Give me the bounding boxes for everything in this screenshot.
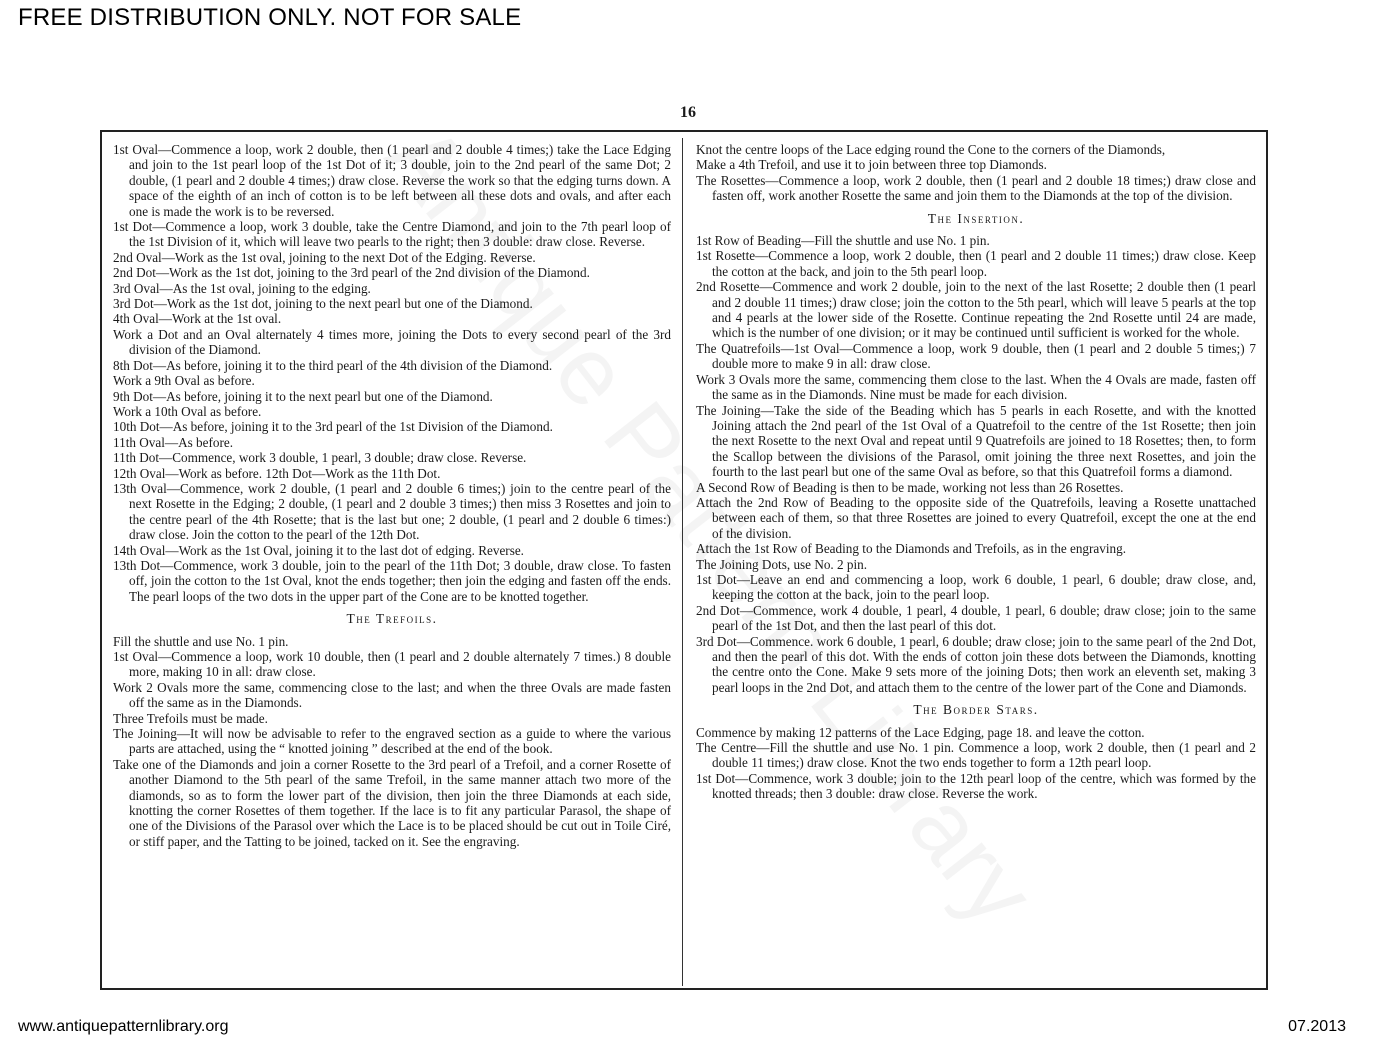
paragraph: The Joining Dots, use No. 2 pin. [696,556,868,572]
paragraph: Attach the 1st Row of Beading to the Diamonds and Trefoils, as in the engraving. [696,541,1126,557]
paragraph: 1st Dot—Leave an end and commencing a loop, work 6 double, 1 pearl, 6 double; draw close, and, keeping the cotton at the back, join to the pearl loop. [696,571,1256,603]
paragraph: 1st Oval—Commence a loop, work 2 double, then (1 pearl and 2 double 4 times;) take the Lace Edging and join to the 1st pearl loop of the 1st Dot of it; 3 double, join to the 2nd pearl of the same Dot; 2 double, (1 pearl and 2 double 4 times;) draw close. Reverse the work so that the edging turns down. A space of the eighth of an inch of cotton is to be left between all these dots and ovals, and after each one is made the work is to be reversed. [113,142,671,219]
paragraph: Take one of the Diamonds and join a corner Rosette to the 3rd pearl of a Trefoil, and a corner Rosette of another Diamond to the 5th pearl of the same Trefoil, in the same manner attach two more of the diamonds, so as to form the lower part of the division, then join the three Diamonds at each side, knotting the corner Rosettes of them together. If the lace is to fit any particular Parasol, the shape of one of the Divisions of the Parasol over which the Lace is to be placed should be cut out in Toile Ciré, or stiff paper, and the Tatting to be joined, tacked on it. See the engraving. [113,756,671,849]
paragraph: A Second Row of Beading is then to be made, working not less than 26 Rosettes. [696,479,1124,495]
paragraph: 1st Row of Beading—Fill the shuttle and use No. 1 pin. [696,233,990,249]
paragraph: 4th Oval—Work at the 1st oval. [113,311,282,327]
paragraph: Work a 9th Oval as before. [113,373,255,389]
paragraph: 3rd Dot—Work as the 1st dot, joining to the next pearl but one of the Diamond. [113,296,533,312]
paragraph: Attach the 2nd Row of Beading to the opposite side of the Quatrefoils, leaving a Rosette unattached between each of them, so that three Rosettes are joined to every Quatrefoil, except the one at the end of the division. [696,494,1256,541]
paragraph: 3rd Oval—As the 1st oval, joining to the edging. [113,280,371,296]
paragraph: Three Trefoils must be made. [113,710,268,726]
paragraph: 11th Dot—Commence, work 3 double, 1 pearl, 3 double; draw close. Reverse. [113,450,527,466]
paragraph: Knot the centre loops of the Lace edging round the Cone to the corners of the Diamonds, [696,142,1166,157]
paragraph: The Rosettes—Commence a loop, work 2 double, then (1 pearl and 2 double 18 times;) draw close and fasten off, work another Rosette the same and join them to the Diamonds at the top of the division. [696,172,1256,204]
paragraph: The Joining—It will now be advisable to refer to the engraved section as a guide to where the various parts are attached, using the “ knotted joining ” described at the end of the book. [113,726,671,757]
paragraph: Fill the shuttle and use No. 1 pin. [113,633,289,649]
paragraph: 8th Dot—As before, joining it to the third pearl of the 4th division of the Diamond. [113,357,553,373]
right-column [696,142,1256,802]
page-number: 16 [680,104,696,121]
footer-url-link[interactable]: www.antiquepatternlibrary.org [18,1018,229,1035]
paragraph: The Centre—Fill the shuttle and use No. 1 pin. Commence a loop, work 2 double, then (1 pearl and 2 double 11 times;) draw close. Knot the two ends together to form a 12th pearl loop. [696,740,1256,771]
left-column [113,142,671,849]
paragraph: 2nd Oval—Work as the 1st oval, joining to the next Dot of the Edging. Reverse. [113,249,536,265]
paragraph: Work a Dot and an Oval alternately 4 times more, joining the Dots to every second pearl of the 3rd division of the Diamond. [113,326,671,358]
paragraph: Commence by making 12 patterns of the Lace Edging, page 18. and leave the cotton. [696,724,1145,740]
paragraph: 2nd Rosette—Commence and work 2 double, join to the next of the last Rosette; 2 double then (1 pearl and 2 double 11 times;) draw close; join the cotton to the 5th pearl, which will leave 5 pearls at the top and 4 pearls at the lower side of the Rosette. Continue repeating the 2nd Rosette until 24 are made, which is the number of one division; or it may be continued until sufficient is worked for the whole. [696,279,1256,341]
distribution-notice: FREE DISTRIBUTION ONLY. NOT FOR SALE [18,4,522,31]
paragraph: 2nd Dot—Commence, work 4 double, 1 pearl, 4 double, 1 pearl, 6 double; draw close; join to the same pearl of the 1st Dot, and then the last pearl of this dot. [696,602,1256,634]
paragraph: 3rd Dot—Commence. work 6 double, 1 pearl, 6 double; draw close; join to the same pearl of the 2nd Dot, and then the pearl of this dot. With the ends of cotton join these dots between the Diamonds, knotting the centre onto the Cone. Make 9 sets more of the joining Dots; then work an eleventh set, making 3 pearl loops in the 2nd Dot, and attach them to the centre of the lower part of the Cone and Diamonds. [696,633,1256,695]
paragraph: 13th Oval—Commence, work 2 double, (1 pearl and 2 double 6 times;) join to the centre pearl of the next Rosette in the Edging; 2 double, (1 pearl and 2 double 3 times;) then miss 3 Rosettes and join to the centre pearl of the 4th Rosette; that is the last but one; 2 double, (1 pearl and 2 double 6 times:) draw close. Join the cotton to the pearl of the 12th Dot. [113,480,671,543]
paragraph: 1st Oval—Commence a loop, work 10 double, then (1 pearl and 2 double alternately 7 times.) 8 double more, making 10 in all: draw close. [113,649,671,680]
paragraph: Work 3 Ovals more the same, commencing them close to the last. When the 4 Ovals are made, fasten off the same as in the Diamonds. Nine must be made for each division. [696,371,1256,403]
paragraph: The Quatrefoils—1st Oval—Commence a loop, work 9 double, then (1 pearl and 2 double 5 times;) 7 double more to make 9 in all: draw close. [696,340,1256,372]
section-heading: The Insertion. [927,210,1025,226]
paragraph: The Joining—Take the side of the Beading which has 5 pearls in each Rosette, and with the knotted Joining attach the 2nd pearl of the 1st Oval of a Quatrefoil to the centre of the 1st Rosette; then join the next Rosette to the next Oval and repeat until 9 Quatrefoils are joined to 18 Rosettes; then, to form the Scallop between the divisions of the Parasol, omit joining the three next Rosettes, and join the fourth to the last pearl but one of the same Oval as before, so that this Quatrefoil forms a diamond. [696,402,1256,480]
paragraph: 10th Dot—As before, joining it to the 3rd pearl of the 1st Division of the Diamond. [113,419,553,435]
paragraph: Work 2 Ovals more the same, commencing close to the last; and when the three Ovals are made fasten off the same as in the Diamonds. [113,679,671,711]
column-divider [682,138,683,986]
footer-date: 07.2013 [1288,1018,1346,1035]
section-heading: The Border Stars. [913,702,1039,718]
paragraph: 13th Dot—Commence, work 3 double, join to the pearl of the 11th Dot; 3 double, draw close. To fasten off, join the cotton to the 1st Oval, knot the ends together; then join the edging and fasten off the ends. The pearl loops of the two dots in the upper part of the Cone are to be knotted together. [113,557,671,604]
paragraph: 1st Rosette—Commence a loop, work 2 double, then (1 pearl and 2 double 11 times;) draw close. Keep the cotton at the back, and join to the 5th pearl loop. [696,248,1256,279]
paragraph: 1st Dot—Commence a loop, work 3 double, take the Centre Diamond, and join to the 7th pearl loop of the 1st Division of it, which will leave two pearls to the right; then 3 double: draw close. Reverse. [113,219,671,250]
paragraph: 2nd Dot—Work as the 1st dot, joining to the 3rd pearl of the 2nd division of the Diamond. [113,265,590,281]
paragraph: 14th Oval—Work as the 1st Oval, joining it to the last dot of edging. Reverse. [113,542,524,558]
paragraph: Make a 4th Trefoil, and use it to join between three top Diamonds. [696,157,1047,173]
paragraph: 9th Dot—As before, joining it to the next pearl but one of the Diamond. [113,388,493,404]
paragraph: 1st Dot—Commence, work 3 double; join to the 12th pearl loop of the centre, which was formed by the knotted threads; then 3 double: draw close. Reverse the work. [696,770,1256,802]
section-heading: The Trefoils. [346,611,438,627]
paragraph: 12th Oval—Work as before. 12th Dot—Work as the 11th Dot. [113,465,441,481]
paragraph: 11th Oval—As before. [113,434,234,450]
paragraph: Work a 10th Oval as before. [113,403,262,419]
